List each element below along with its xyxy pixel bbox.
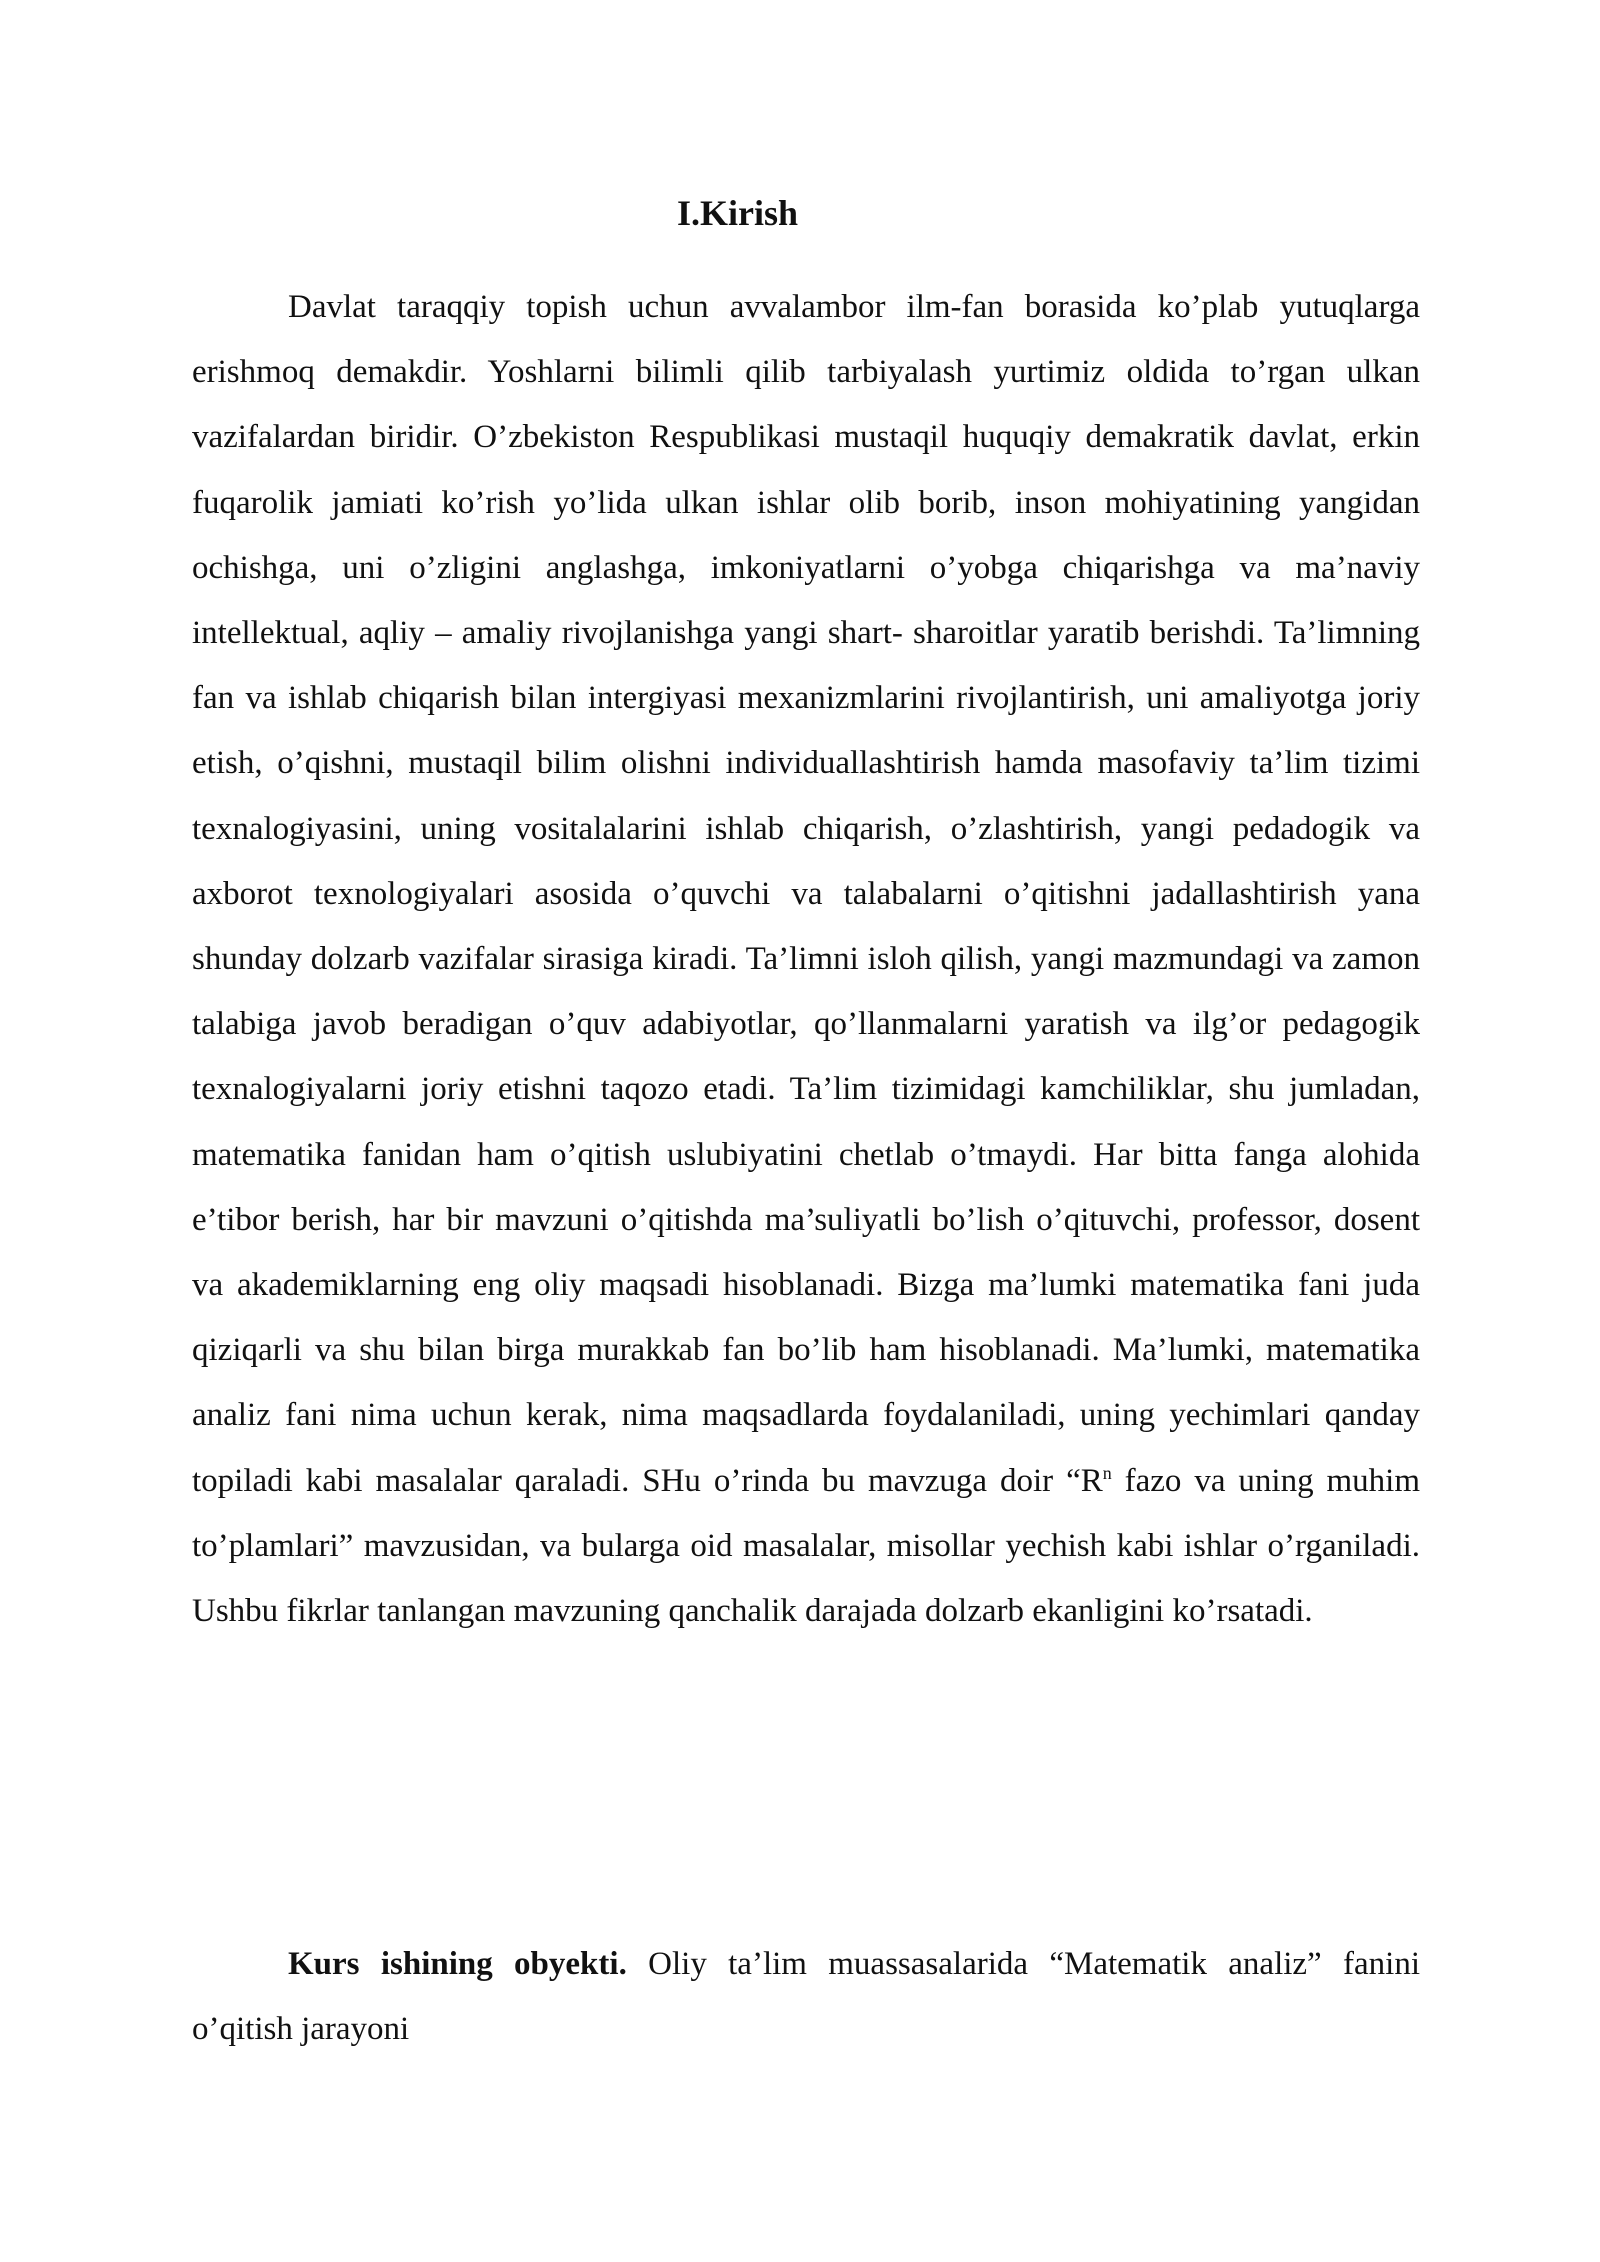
course-object-label: Kurs ishining obyekti. <box>288 1946 627 1982</box>
intro-paragraph <box>192 275 1420 1644</box>
intro-text-part2: fazo va uning muhim to’plamlari” mavzusidan, va bularga oid masalalar, misollar yechish kabi ishlar o’rganiladi. Ushbu fikrlar tanlangan mavzuning qanchalik darajada dolzarb ekanligini ko’rsatadi. <box>192 1462 1421 1630</box>
course-object-paragraph <box>192 1932 1420 2062</box>
superscript-n: n <box>1102 1462 1112 1483</box>
course-object-text: Oliy ta’lim muassasalarida “Matematik analiz” fanini o’qitish jarayoni <box>192 1946 1420 2048</box>
section-heading: I.Kirish <box>676 193 799 233</box>
intro-text-part1: Davlat taraqqiy topish uchun avvalambor ilm-fan borasida ko’plab yutuqlarga erishmoq demakdir. Yoshlarni bilimli qilib tarbiyalash yurtimiz oldida to’rgan ulkan vazifalardan biridir. O’zbekiston Respublikasi mustaqil huquqiy demakratik davlat, erkin fuqarolik jamiati ko’rish yo’lida ulkan ishlar olib borib, inson mohiyatining yangidan ochishga, uni o’zligini anglashga, imkoniyatlarni o’yobga chiqarishga va ma’naviy intellektual, aqliy – amaliy rivojlanishga yangi shart- sharoitlar yaratib berishdi. Ta’limning fan va ishlab chiqarish bilan intergiyasi mexanizmlarini rivojlantirish, uni amaliyotga joriy etish, o’qishni, mustaqil bilim olishni individuallashtirish hamda masofaviy ta’lim tizimi texnalogiyasini, uning vositalalarini ishlab chiqarish, o’zlashtirish, yangi pedadogik va axborot texnologiyalari asosida o’quvchi va talabalarni o’qitishni jadallashtirish yana shunday dolzarb vazifalar sirasiga kiradi. Ta’limni isloh qilish, yangi mazmundagi va zamon talabiga javob beradigan o’quv adabiyotlar, qo’llanmalarni yaratish va ilg’or pedagogik texnalogiyalarni joriy etishni taqozo etadi. Ta’lim tizimidagi kamchiliklar, shu jumladan, matematika fanidan ham o’qitish uslubiyatini chetlab o’tmaydi. Har bitta fanga alohida e’tibor berish, har bir mavzuni o’qitishda ma’suliyatli bo’lish o’qituvchi, professor, dosent va akademiklarning eng oliy maqsadi hisoblanadi. Bizga ma’lumki matematika fani juda qiziqarli va shu bilan birga murakkab fan bo’lib ham hisoblanadi. Ma’lumki, matematika analiz fani nima uchun kerak, nima maqsadlarda foydalaniladi, uning yechimlari qanday topiladi kabi masalalar qaraladi. SHu o’rinda bu mavzuga doir “R <box>192 289 1420 1499</box>
